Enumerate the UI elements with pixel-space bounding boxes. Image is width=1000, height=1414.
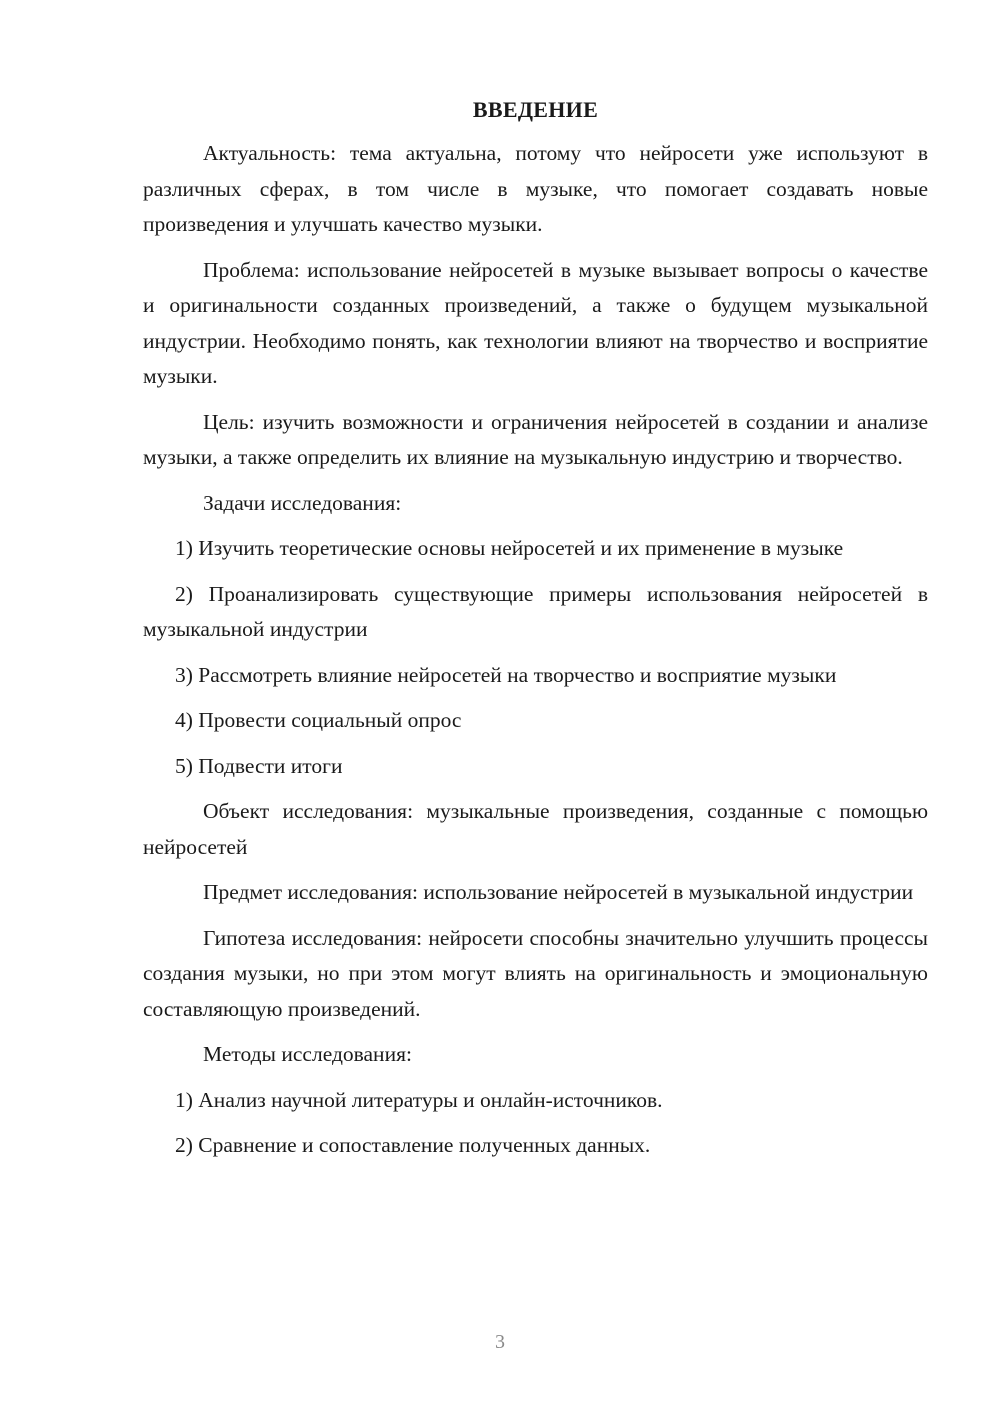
- method-item: 1) Анализ научной литературы и онлайн-источников.: [175, 1087, 663, 1112]
- goal-paragraph: Цель: изучить возможности и ограничения нейросетей в создании и анализе музыки, а также определить их влияние на музыкальную индустрию и творчество.: [143, 409, 928, 469]
- object-paragraph: Объект исследования: музыкальные произведения, созданные с помощью нейросетей: [143, 799, 928, 859]
- tasks-heading: Задачи исследования:: [203, 490, 402, 515]
- task-item: 1) Изучить теоретические основы нейросетей и их применение в музыке: [175, 536, 844, 560]
- page-number: 3: [495, 1331, 505, 1353]
- methods-heading: Методы исследования:: [203, 1042, 412, 1066]
- task-item: 5) Подвести итоги: [175, 753, 343, 778]
- problem-paragraph: Проблема: использование нейросетей в музыке вызывает вопросы о качестве и оригинальности созданных произведений, а также о будущем музыкальной индустрии. Необходимо понять, как технологии влияют на творчество и восприятие музыки.: [143, 257, 928, 388]
- method-item: 2) Сравнение и сопоставление полученных данных.: [175, 1133, 651, 1157]
- task-item: 2) Проанализировать существующие примеры использования нейросетей в музыкальной индустрии: [143, 581, 928, 641]
- relevance-paragraph: Актуальность: тема актуальна, потому что нейросети уже используют в различных сферах, в том числе в музыке, что помогает создавать новые произведения и улучшать качество музыки.: [143, 141, 928, 236]
- task-item: 4) Провести социальный опрос: [175, 708, 462, 732]
- task-item: 3) Рассмотреть влияние нейросетей на творчество и восприятие музыки: [175, 662, 837, 687]
- subject-paragraph: Предмет исследования: использование нейросетей в музыкальной индустрии: [203, 880, 914, 904]
- page-content: [143, 92, 928, 1174]
- hypothesis-paragraph: Гипотеза исследования: нейросети способны значительно улучшить процессы создания музыки, но при этом могут влиять на оригинальность и эмоциональную составляющую произведений.: [143, 925, 928, 1021]
- section-title: ВВЕДЕНИЕ: [472, 97, 599, 122]
